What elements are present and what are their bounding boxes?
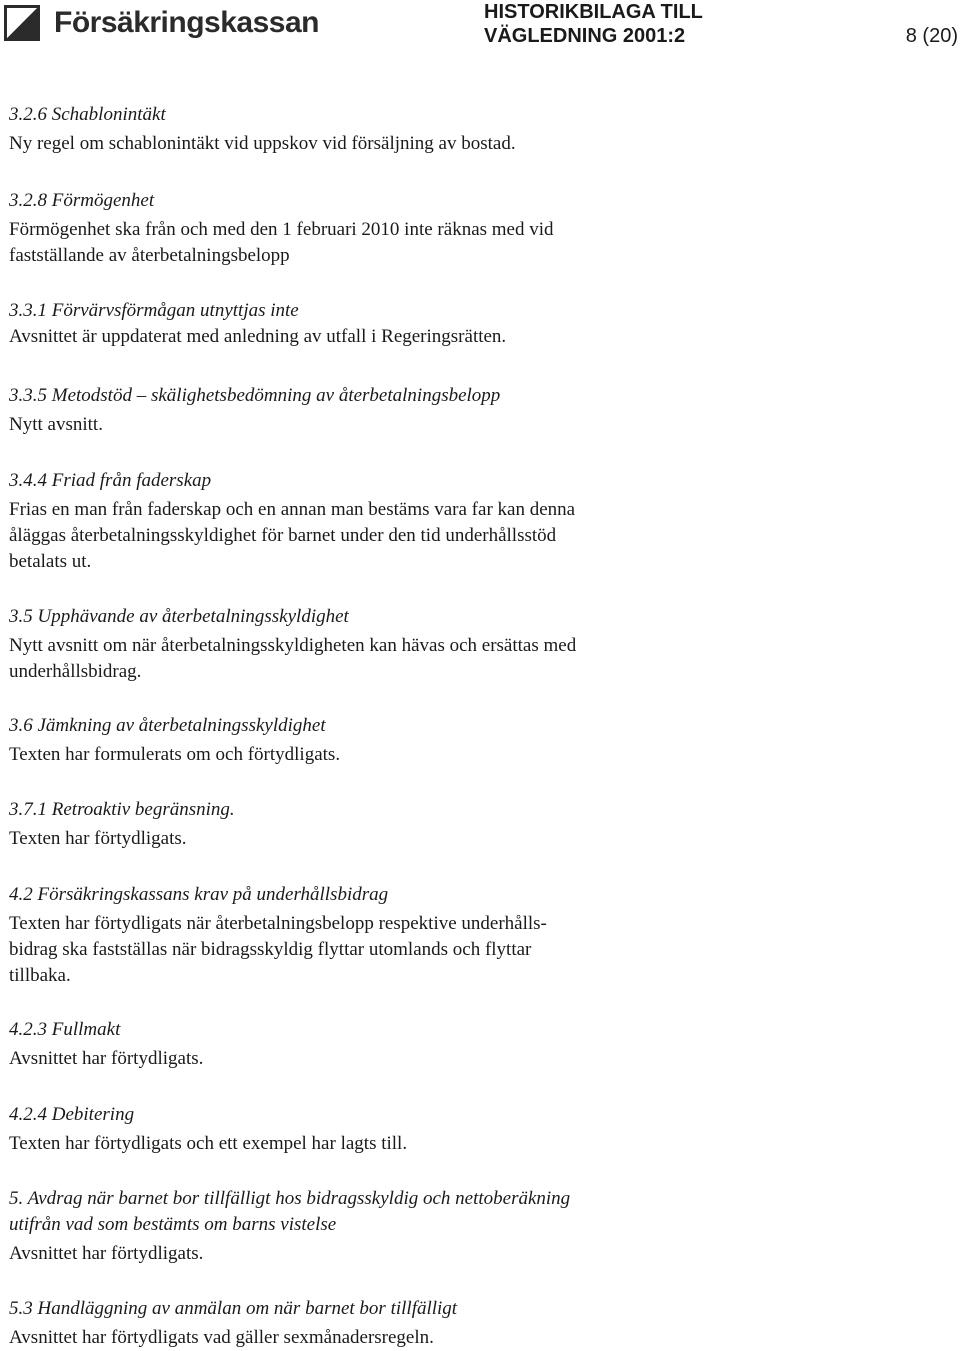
section <box>9 1017 203 1072</box>
body-line: Förmögenhet ska från och med den 1 februari 2010 inte räknas med vid <box>9 219 554 240</box>
section <box>9 1186 570 1267</box>
body-line: Avsnittet har förtydligats. <box>9 1048 204 1069</box>
section-body <box>9 324 506 350</box>
body-line: Avsnittet är uppdaterat med anledning av utfall i Regeringsrätten. <box>9 326 507 347</box>
heading-line: 5. Avdrag när barnet bor tillfälligt hos bidragsskyldig och nettoberäkning <box>9 1188 571 1209</box>
section <box>9 797 235 852</box>
section <box>9 383 500 438</box>
section-body <box>9 911 547 989</box>
section-body <box>9 412 500 438</box>
document-title <box>484 0 703 48</box>
body-line: Texten har förtydligats och ett exempel har lagts till. <box>9 1133 408 1154</box>
body-line: bidrag ska fastställas när bidragsskyldig flyttar utomlands och flyttar <box>9 939 532 960</box>
section <box>9 882 547 989</box>
section-body <box>9 1131 407 1157</box>
body-line: Avsnittet har förtydligats. <box>9 1243 204 1264</box>
document-title-line: VÄGLEDNING 2001:2 <box>484 25 686 47</box>
section-heading: 4.2.4 Debitering <box>9 1104 135 1125</box>
section-body <box>9 826 235 852</box>
section <box>9 298 506 350</box>
body-line: Texten har formulerats om och förtydligats. <box>9 744 341 765</box>
logo <box>4 5 319 41</box>
body-line: åläggas återbetalningsskyldighet för barnet under den tid underhållsstöd <box>9 525 557 546</box>
section-body <box>9 633 576 685</box>
body-line: Nytt avsnitt. <box>9 414 103 435</box>
body-line: Frias en man från faderskap och en annan man bestäms vara far kan denna <box>9 499 576 520</box>
section-heading: 5.3 Handläggning av anmälan om när barnet bor tillfälligt <box>9 1298 458 1319</box>
body-line: underhållsbidrag. <box>9 661 142 682</box>
body-line: betalats ut. <box>9 551 92 572</box>
section-heading <box>9 1186 570 1238</box>
section <box>9 468 575 575</box>
body-line: Avsnittet har förtydligats vad gäller sexmånadersregeln. <box>9 1327 434 1348</box>
section <box>9 102 516 157</box>
logo-text: Försäkringskassan <box>54 6 319 39</box>
section <box>9 1296 457 1351</box>
section <box>9 713 340 768</box>
document-title-line: HISTORIKBILAGA TILL <box>484 1 703 23</box>
section-body <box>9 1046 203 1072</box>
section-body <box>9 497 575 575</box>
section <box>9 188 554 269</box>
body-line: Texten har förtydligats när återbetalningsbelopp respektive underhålls- <box>9 913 547 934</box>
section-heading: 3.6 Jämkning av återbetalningsskyldighet <box>9 715 326 736</box>
section-heading: 3.3.1 Förvärvsförmågan utnyttjas inte <box>9 300 299 321</box>
section-heading: 4.2.3 Fullmakt <box>9 1019 121 1040</box>
body-line: Texten har förtydligats. <box>9 828 187 849</box>
section-heading: 3.4.4 Friad från faderskap <box>9 470 212 491</box>
section-heading: 3.3.5 Metodstöd – skälighetsbedömning av återbetalningsbelopp <box>9 385 501 406</box>
body-line: fastställande av återbetalningsbelopp <box>9 245 290 266</box>
page-number: 8 (20) <box>905 25 958 47</box>
section <box>9 604 576 685</box>
page-header <box>0 0 960 60</box>
section-heading: 3.5 Upphävande av återbetalningsskyldighet <box>9 606 349 627</box>
forsakringskassan-logo-icon <box>4 5 40 41</box>
section-heading: 3.7.1 Retroaktiv begränsning. <box>9 799 235 820</box>
heading-line: utifrån vad som bestämts om barns vistelse <box>9 1214 337 1235</box>
body-line: Ny regel om schablonintäkt vid uppskov vid försäljning av bostad. <box>9 133 516 154</box>
body-line: Nytt avsnitt om när återbetalningsskyldigheten kan hävas och ersättas med <box>9 635 577 656</box>
section-body <box>9 131 516 157</box>
body-line: tillbaka. <box>9 965 71 986</box>
section-heading: 3.2.6 Schablonintäkt <box>9 104 166 125</box>
section-body <box>9 742 340 768</box>
section-body <box>9 217 554 269</box>
section-body <box>9 1325 457 1351</box>
section-body <box>9 1241 570 1267</box>
section-heading: 3.2.8 Förmögenhet <box>9 190 155 211</box>
section-heading: 4.2 Försäkringskassans krav på underhållsbidrag <box>9 884 389 905</box>
section <box>9 1102 407 1157</box>
